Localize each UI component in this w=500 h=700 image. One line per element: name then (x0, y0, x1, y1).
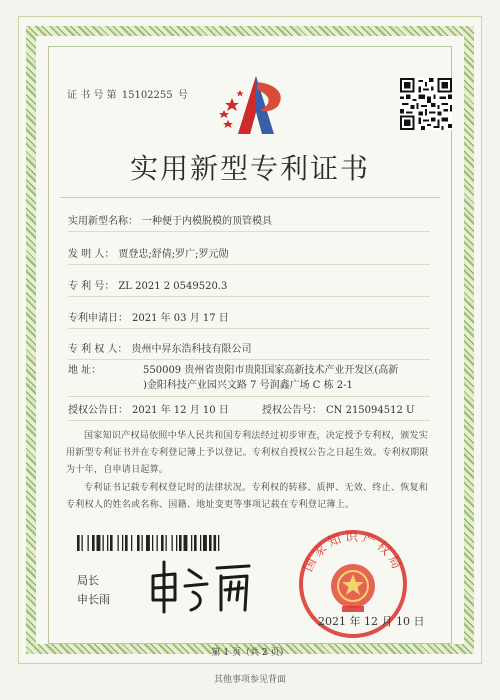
field-filing-date (68, 309, 229, 324)
address-line-1: 550009 贵州省贵阳市贵阳国家高新技术产业开发区(高新 (143, 365, 399, 376)
field-value: CN 215094512 U (326, 405, 415, 416)
field-value: ZL 2021 2 0549520.3 (118, 281, 228, 292)
field-label: 专利申请日： (68, 313, 128, 324)
field-inventors (68, 245, 228, 260)
page-title: 实用新型专利证书 (129, 152, 370, 185)
field-value: 一种便于内模脱模的顶管模具 (142, 216, 272, 227)
field-label: 授权公告日： (68, 405, 128, 416)
field-value: 2021 年 03 月 17 日 (132, 313, 229, 324)
field-label: 地 址： (68, 365, 102, 376)
divider (68, 264, 430, 265)
field-label: 专 利 权 人： (68, 344, 128, 355)
field-patentee (68, 340, 252, 355)
qr-code (400, 78, 452, 130)
field-grant-date (68, 401, 229, 416)
certificate-number-value: 15102255 (121, 90, 173, 101)
certificate-number-label: 证 书 号 第 (67, 90, 117, 101)
divider (68, 396, 430, 397)
field-label: 专 利 号： (68, 281, 115, 292)
seal-date: 2021 年 12 月 10 日 (318, 615, 425, 628)
field-label: 授权公告号： (262, 405, 322, 416)
patent-office-emblem (216, 72, 294, 138)
field-utility-model-name (68, 212, 272, 227)
field-value: 贾登忠;舒倩;罗广;罗元勋 (118, 249, 229, 260)
handwritten-signature (145, 556, 255, 616)
field-patent-number (68, 277, 227, 292)
statement-paragraph-2: 专利证书记载专利权登记时的法律状况。专利权的转移、质押、无效、终止、恢复和专利权人的姓名或名称、国籍、地址变更等事项记载在专利登记簿上。 (66, 483, 429, 510)
divider (68, 296, 430, 297)
divider (68, 328, 430, 329)
signatory-title: 局长 (77, 574, 99, 587)
field-value: 2021 年 12 月 10 日 (132, 405, 229, 416)
signatory-name: 申长雨 (77, 593, 110, 606)
field-label: 实用新型名称： (68, 216, 138, 227)
barcode (77, 535, 253, 551)
address-line-2: )金阳科技产业园兴文路 7 号润鑫广场 C 栋 2-1 (143, 380, 353, 391)
divider (68, 420, 430, 421)
field-label: 发 明 人： (68, 249, 115, 260)
certificate-number-suffix: 号 (177, 90, 188, 101)
divider (60, 197, 440, 198)
footer-note: 其他事项参见背面 (213, 675, 286, 685)
statement-paragraph-1: 国家知识产权局依照中华人民共和国专利法经过初步审查，决定授予专利权，颁发实用新型专利证书并在专利登记簿上予以登记。专利权自授权公告之日起生效。专利权期限为十年，自申请日起算。 (66, 431, 429, 475)
divider (68, 231, 430, 232)
seal-text: 国家知识产权局 (300, 530, 406, 575)
divider (68, 359, 430, 360)
field-grant-number (262, 401, 414, 416)
page-number: 第 1 页（共 2 页） (211, 648, 289, 658)
certificate-number (65, 86, 188, 101)
field-value: 贵州中昇东浩科技有限公司 (131, 344, 252, 355)
